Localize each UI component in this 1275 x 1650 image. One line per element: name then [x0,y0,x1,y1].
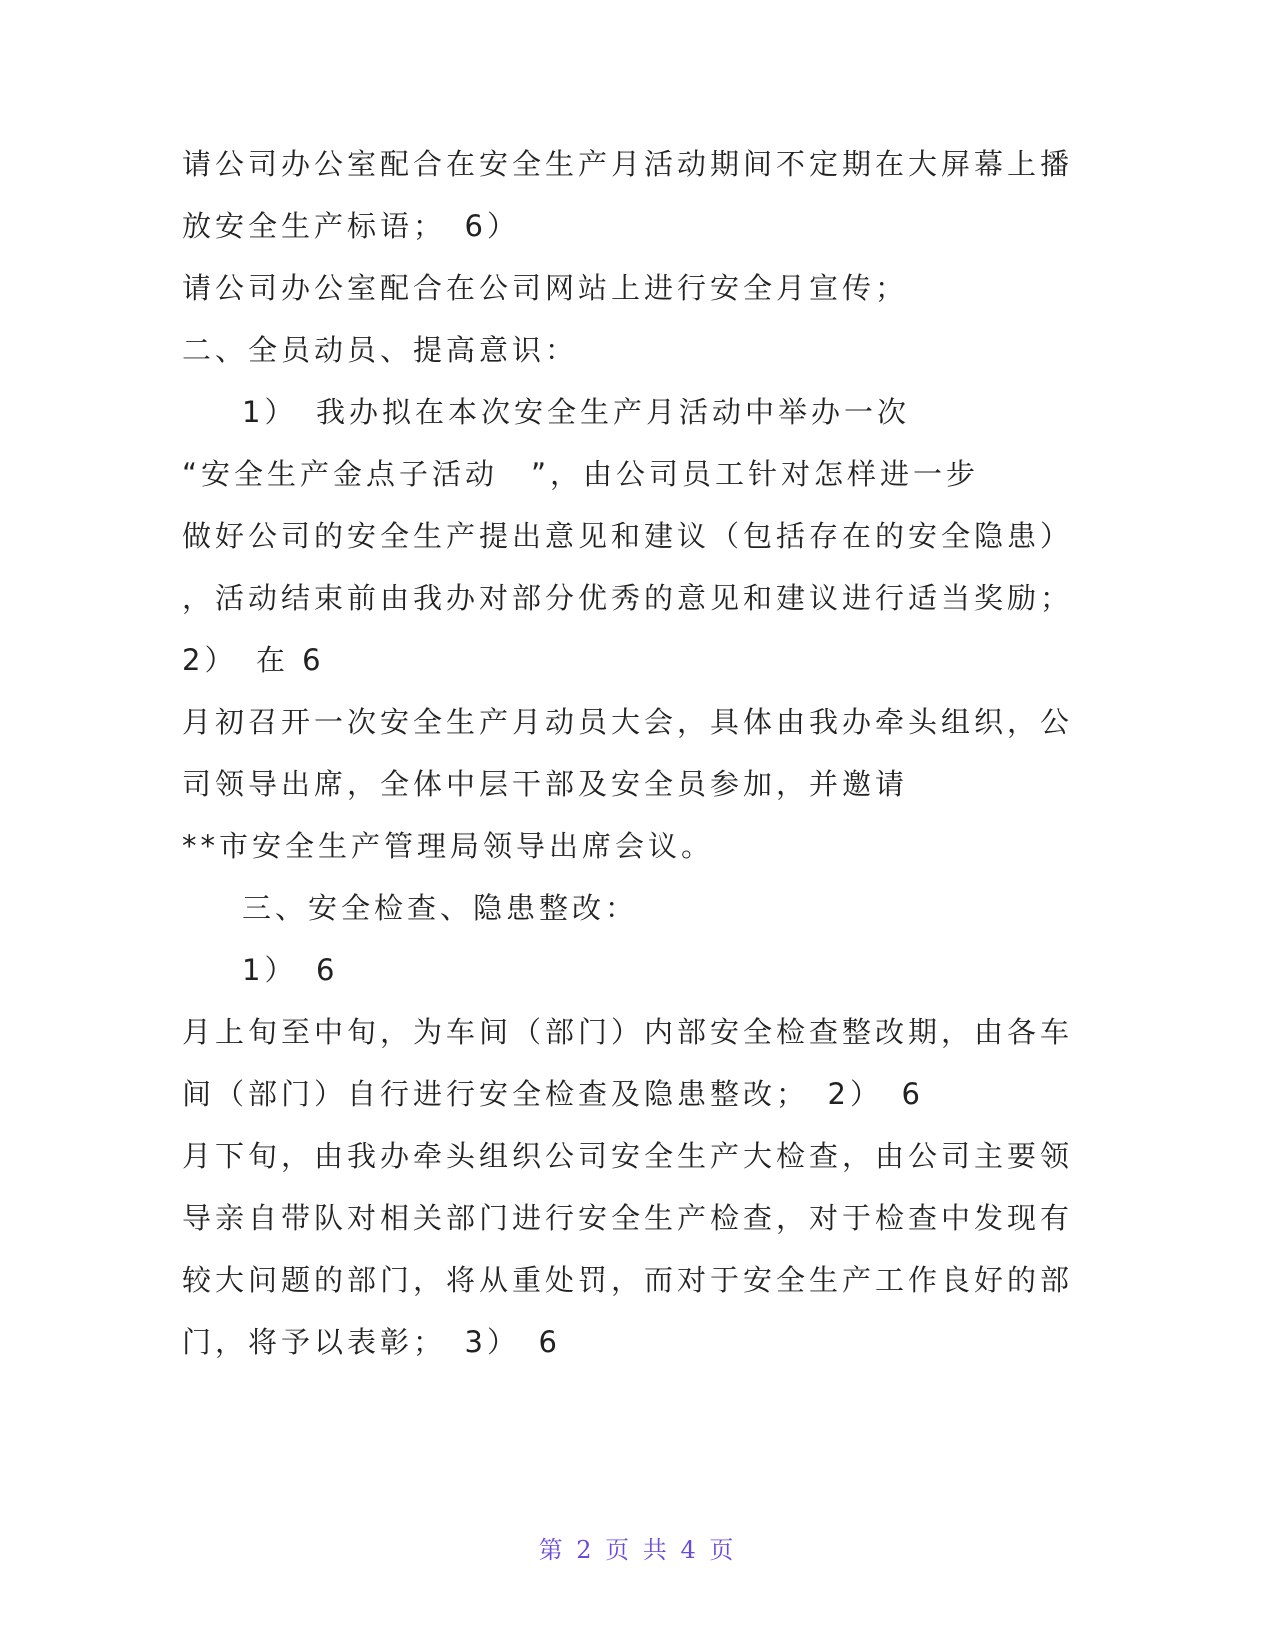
body-line: 请公司办公室配合在公司网站上进行安全月宣传； [182,271,909,305]
body-line: 司领导出席，全体中层干部及安全员参加，并邀请 [182,767,909,801]
body-line: 放安全生产标语； 6） [182,209,520,243]
body-line: 导亲自带队对相关部门进行安全生产检查，对于检查中发现有 [182,1201,1074,1235]
body-line: **市安全生产管理局领导出席会议。 [182,829,715,863]
body-line: 较大问题的部门，将从重处罚，而对于安全生产工作良好的部 [182,1263,1074,1297]
body-line: ，活动结束前由我办对部分优秀的意见和建议进行适当奖励； [182,581,1074,615]
list-item: 1） 6 [242,953,339,987]
page-number-footer: 第 2 页 共 4 页 [538,1536,737,1564]
body-line: 月下旬，由我办牵头组织公司安全生产大检查，由公司主要领 [182,1139,1074,1173]
list-item: 1） 我办拟在本次安全生产月活动中举办一次 [242,395,910,429]
body-line: 请公司办公室配合在安全生产月活动期间不定期在大屏幕上播 [182,147,1074,181]
body-line: 做好公司的安全生产提出意见和建议（包括存在的安全隐患） [182,519,1074,553]
section-heading: 二、全员动员、提高意识： [182,333,579,367]
body-line: 门，将予以表彰； 3） 6 [182,1325,561,1359]
body-line: 月上旬至中旬，为车间（部门）内部安全检查整改期，由各车 [182,1015,1074,1049]
list-item: 2） 在 6 [182,643,325,677]
body-line: 间（部门）自行进行安全检查及隐患整改； 2） 6 [182,1077,924,1111]
section-heading: 三、安全检查、隐患整改： [242,891,639,925]
body-line: “安全生产金点子活动 ”，由公司员工针对怎样进一步 [182,457,980,491]
body-line: 月初召开一次安全生产月动员大会，具体由我办牵头组织，公 [182,705,1074,739]
